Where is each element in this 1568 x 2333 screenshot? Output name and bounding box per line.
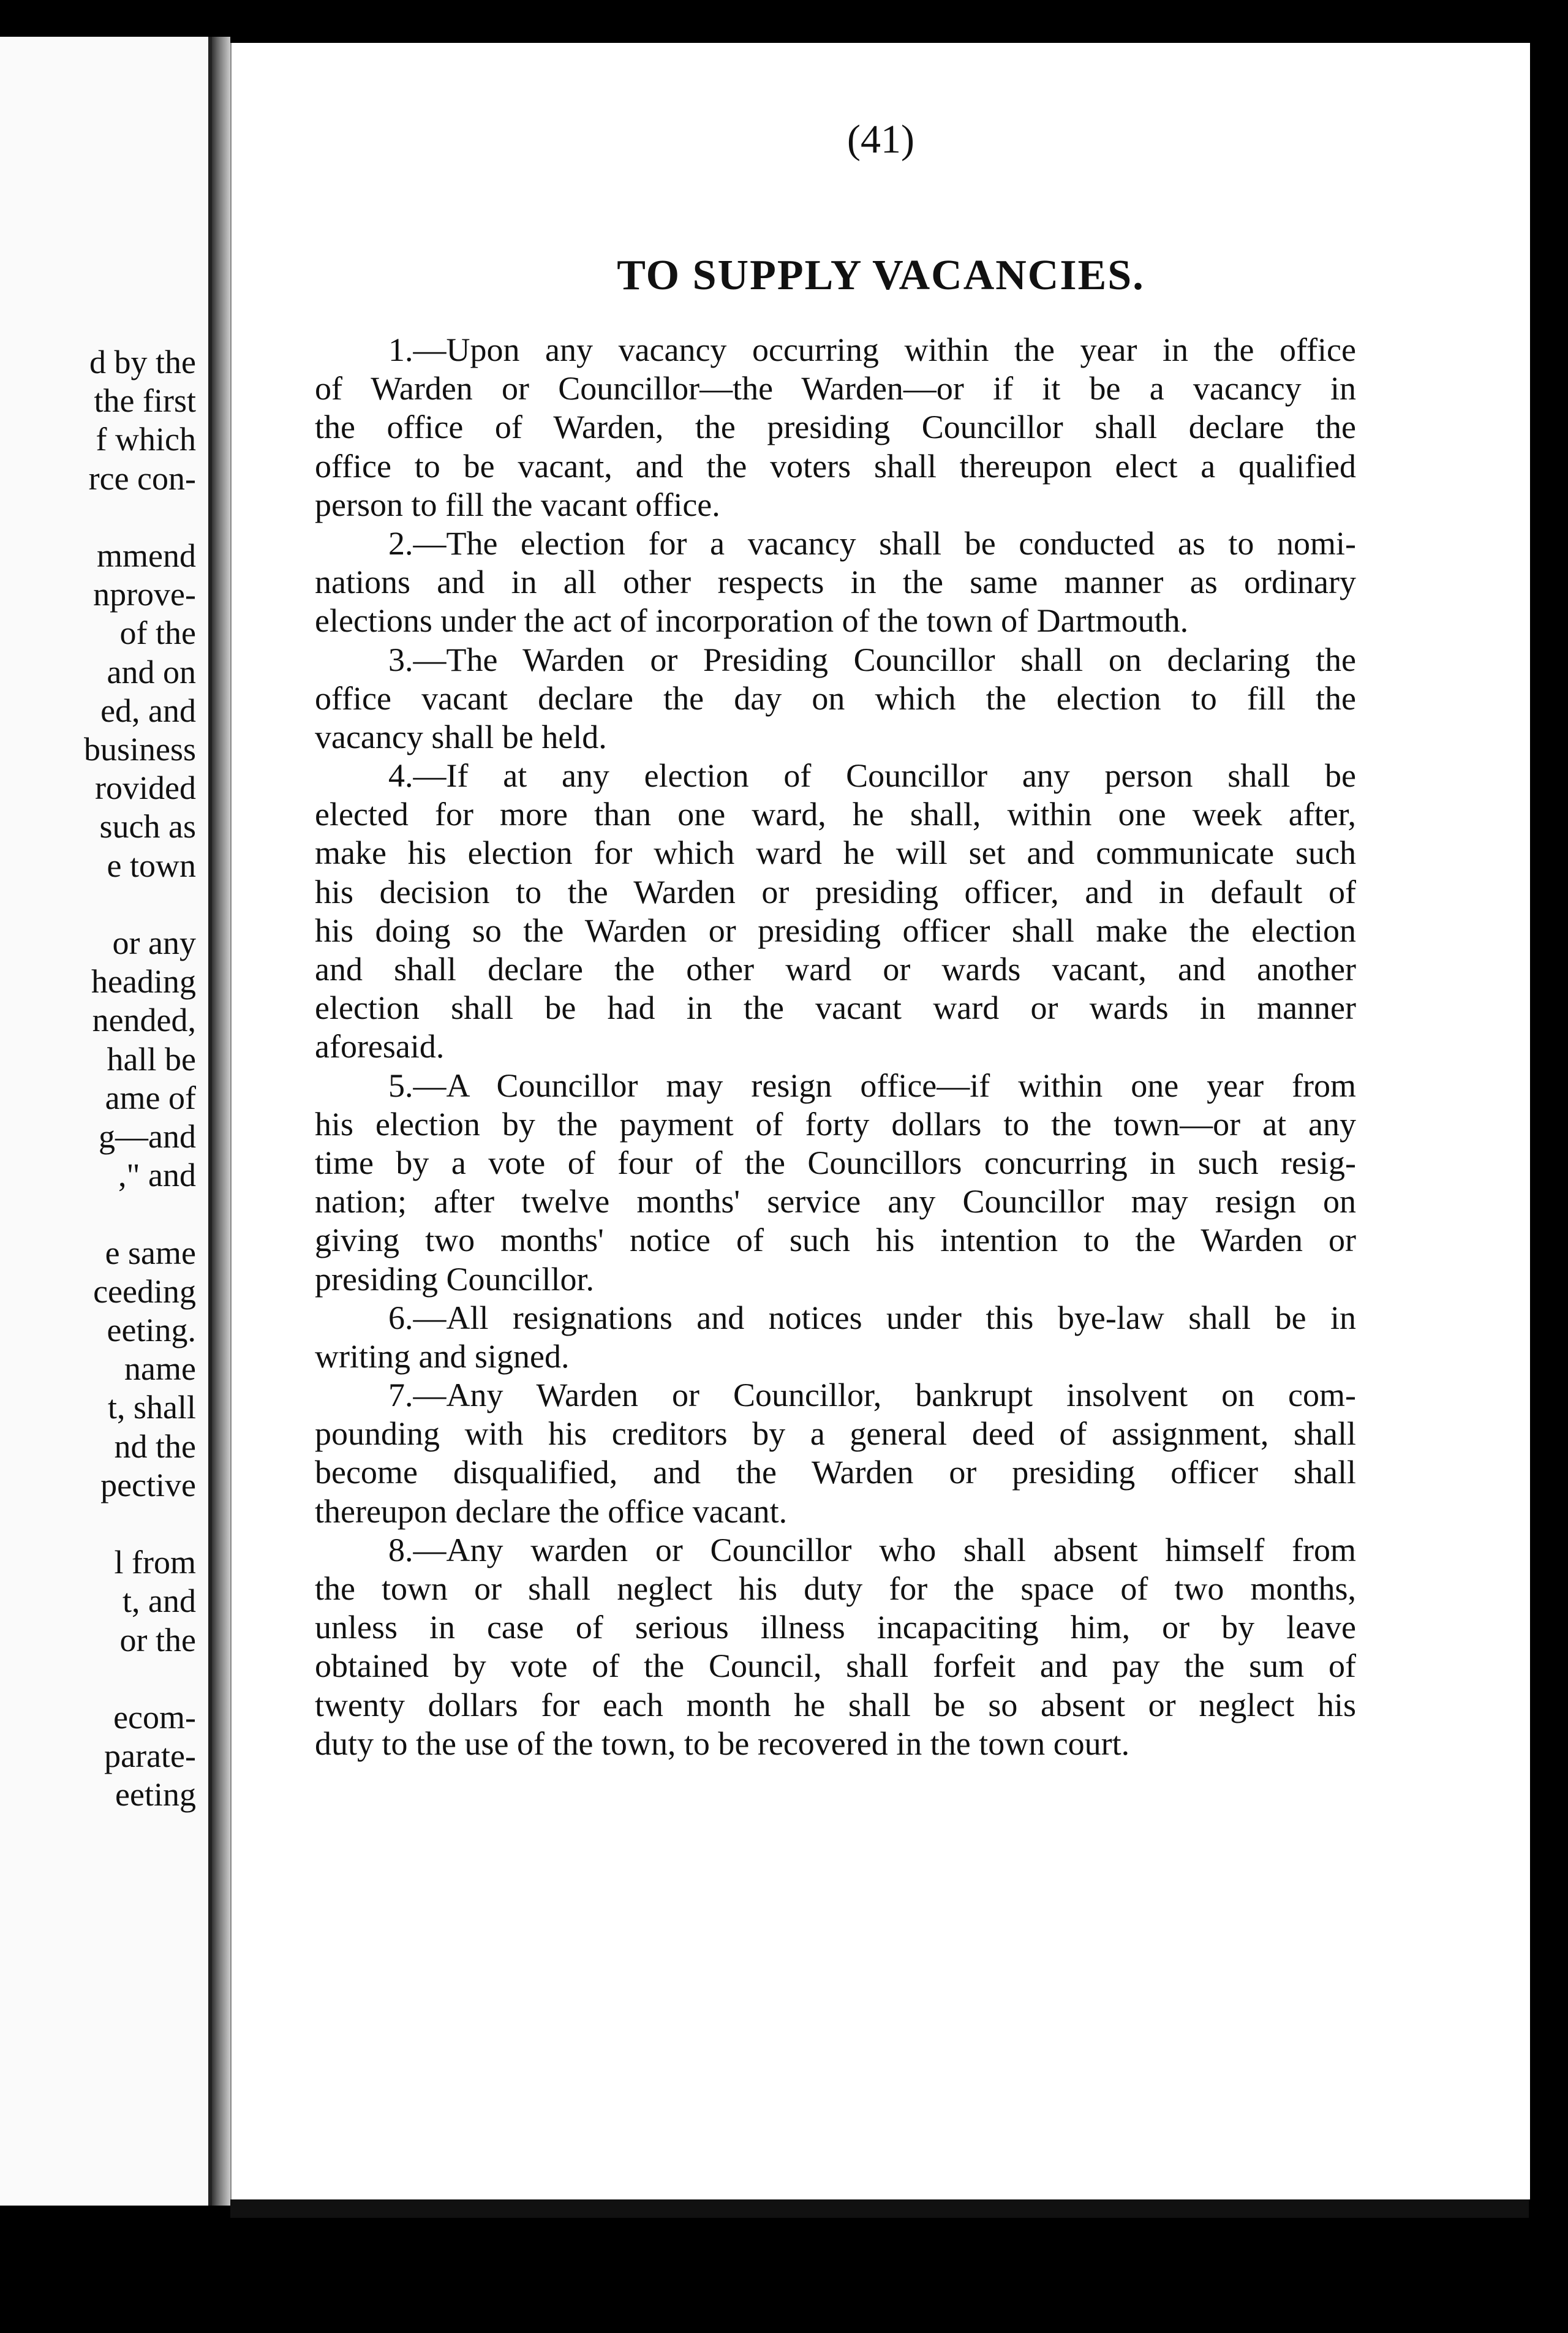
- text-line: 6.—All resignations and notices under this bye-law shall be in: [388, 1299, 1356, 1336]
- left-page-line: such as: [99, 808, 196, 845]
- text-line: make his election for which ward he will set and communicate such: [315, 834, 1356, 872]
- text-line: office to be vacant, and the voters shall thereupon elect a qualified: [315, 447, 1356, 485]
- left-page-line: eeting: [115, 1776, 196, 1813]
- left-page-line: t, and: [123, 1582, 196, 1620]
- left-page-line: l from: [114, 1544, 196, 1581]
- left-page-line: t, shall: [108, 1389, 196, 1426]
- left-page-line: rce con-: [88, 459, 196, 497]
- text-line: writing and signed.: [315, 1337, 570, 1375]
- left-page-line: the first: [94, 382, 196, 420]
- text-line: vacancy shall be held.: [315, 718, 607, 755]
- left-page-line: e town: [107, 847, 196, 884]
- text-line: of Warden or Councillor—the Warden—or if it be a vacancy in: [315, 370, 1356, 407]
- left-page-line: pective: [100, 1466, 196, 1503]
- left-page-line: heading: [91, 963, 196, 1000]
- left-page-line: and on: [107, 653, 196, 690]
- text-line: his election by the payment of forty dollars to the town—or at any: [315, 1105, 1356, 1143]
- left-page-line: parate-: [104, 1737, 196, 1775]
- text-line: 8.—Any warden or Councillor who shall absent himself from: [388, 1531, 1356, 1568]
- text-line: nations and in all other respects in the same manner as ordinary: [315, 564, 1356, 601]
- left-page-line: of the: [119, 614, 196, 652]
- left-page-line: hall be: [107, 1040, 196, 1078]
- text-line: 2.—The election for a vacancy shall be conducted as to nomi-: [388, 524, 1356, 562]
- text-line: aforesaid.: [315, 1028, 445, 1065]
- left-page-line: ," and: [118, 1157, 196, 1194]
- text-line: obtained by vote of the Council, shall forfeit and pay the sum of: [315, 1647, 1356, 1685]
- left-page-line: nprove-: [93, 576, 196, 613]
- text-line: duty to the use of the town, to be recovered in the town court.: [315, 1725, 1130, 1762]
- left-page-line: nd the: [114, 1427, 196, 1465]
- text-line: the town or shall neglect his duty for the space of two months,: [315, 1570, 1356, 1607]
- left-page-line: e same: [105, 1234, 196, 1271]
- text-line: election shall be had in the vacant ward or wards in manner: [315, 989, 1356, 1027]
- left-page-line: name: [124, 1350, 196, 1388]
- left-page-line: mmend: [97, 537, 196, 574]
- left-page-line: business: [83, 731, 196, 768]
- text-line: 5.—A Councillor may resign office—if within one year from: [388, 1067, 1356, 1104]
- text-line: pounding with his creditors by a general deed of assignment, shall: [315, 1415, 1356, 1453]
- left-page-line: eeting.: [107, 1312, 196, 1348]
- left-page-line: g—and: [99, 1118, 196, 1155]
- left-page-line: d by the: [89, 344, 196, 380]
- text-line: 4.—If at any election of Councillor any person shall be: [388, 757, 1356, 795]
- text-line: thereupon declare the office vacant.: [315, 1492, 788, 1530]
- text-line: giving two months' notice of such his intention to the Warden or: [315, 1222, 1356, 1259]
- right-page: [230, 43, 1530, 2199]
- text-line: unless in case of serious illness incapaciting him, or by leave: [315, 1609, 1356, 1646]
- text-line: his doing so the Warden or presiding officer shall make the election: [315, 912, 1356, 949]
- body-text: [315, 331, 1356, 1763]
- left-page-line: ame of: [105, 1079, 196, 1116]
- left-page-line: or any: [112, 925, 196, 961]
- text-line: elected for more than one ward, he shall, within one week after,: [315, 796, 1356, 833]
- text-line: 3.—The Warden or Presiding Councillor shall on declaring the: [388, 641, 1356, 678]
- left-page-line: ceeding: [93, 1272, 196, 1310]
- book-gutter: [212, 37, 230, 2206]
- left-page-fragment: [0, 37, 212, 2206]
- text-line: office vacant declare the day on which the election to fill the: [315, 679, 1356, 717]
- text-line: his decision to the Warden or presiding officer, and in default of: [315, 873, 1356, 910]
- text-line: the office of Warden, the presiding Councillor shall declare the: [315, 409, 1356, 446]
- page-bottom-edge: [230, 2199, 1529, 2218]
- text-line: twenty dollars for each month he shall be so absent or neglect his: [315, 1686, 1356, 1723]
- page-number: (41): [847, 117, 914, 162]
- left-page-line: f which: [96, 421, 196, 458]
- left-page-line: or the: [119, 1621, 196, 1658]
- section-heading: TO SUPPLY VACANCIES.: [617, 252, 1145, 299]
- left-page-line: rovided: [95, 769, 196, 807]
- left-page-line: ed, and: [100, 692, 196, 729]
- text-line: 1.—Upon any vacancy occurring within the year in the office: [388, 331, 1356, 368]
- text-line: and shall declare the other ward or wards vacant, and another: [315, 951, 1356, 988]
- text-line: 7.—Any Warden or Councillor, bankrupt insolvent on com-: [388, 1377, 1356, 1414]
- left-page-line: ecom-: [113, 1699, 196, 1736]
- text-line: person to fill the vacant office.: [315, 486, 720, 523]
- text-line: become disqualified, and the Warden or presiding officer shall: [315, 1454, 1356, 1491]
- left-page-line: nended,: [92, 1002, 196, 1039]
- text-line: nation; after twelve months' service any Councillor may resign on: [315, 1183, 1356, 1220]
- text-line: elections under the act of incorporation of the town of Dartmouth.: [315, 602, 1189, 640]
- text-line: presiding Councillor.: [315, 1260, 594, 1298]
- text-line: time by a vote of four of the Councillors concurring in such resig-: [315, 1144, 1356, 1181]
